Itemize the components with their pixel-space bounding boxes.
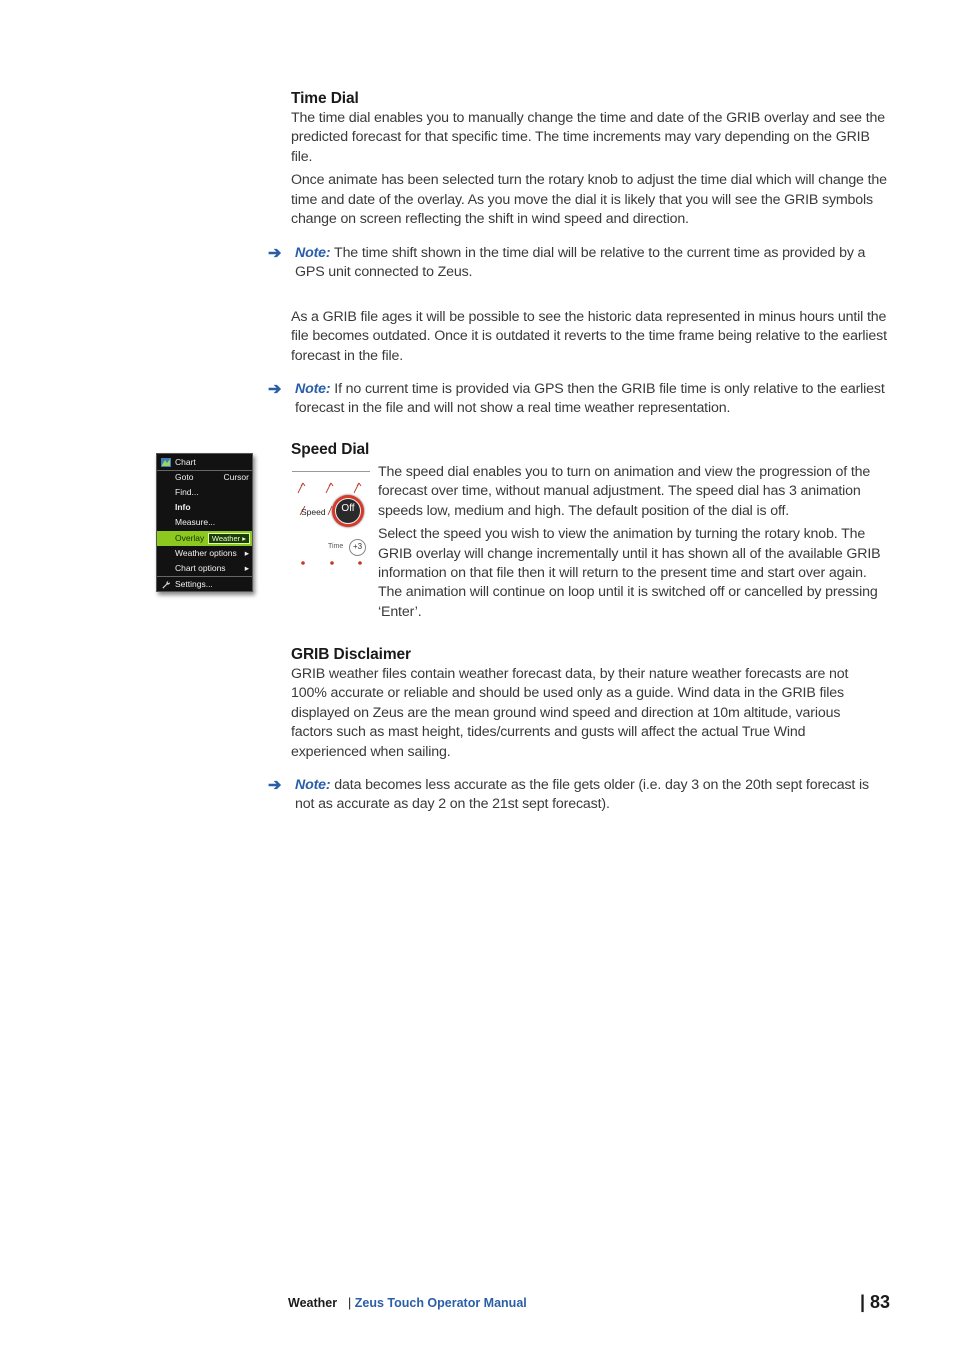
grib-disclaimer-paragraph: GRIB weather files contain weather forecast data, by their nature weather forecasts are not 100% accurate or reliable and should be used only as a guide. Wind data in the GRIB files displayed on Zeus are the mean ground wind speed and direction at 10m altitude, various factors such as mast height, tides/currents and gusts will affect the actual True Wind experienced when sailing.	[291, 666, 849, 760]
time-dial-note-2	[268, 380, 888, 419]
footer-separator: |	[348, 1296, 352, 1310]
speed-dial-text	[378, 463, 892, 626]
wrench-icon	[161, 580, 171, 589]
overlay-weather-button[interactable]: Weather ▸	[208, 533, 250, 544]
footer-manual-name: Zeus Touch Operator Manual	[354, 1296, 527, 1310]
chart-map-icon	[161, 458, 171, 467]
dial-time-label: Time	[328, 543, 344, 550]
time-dial-heading: Time Dial	[291, 90, 359, 107]
menu-item-info[interactable]: Info	[175, 502, 191, 512]
arrow-right-icon: ➔	[268, 777, 282, 794]
time-dial-outdated-paragraph-block	[291, 308, 891, 370]
speed-dial-heading-block	[291, 440, 891, 460]
time-dial-section	[291, 89, 891, 233]
footer-section-name: Weather	[288, 1296, 338, 1310]
grib-disclaimer-heading: GRIB Disclaimer	[291, 646, 411, 663]
chart-menu-title: Chart	[157, 455, 252, 470]
menu-item-goto[interactable]: Goto Cursor	[157, 470, 252, 485]
note-text: The time shift shown in the time dial will be relative to the current time as provided by a GPS unit connected to Zeus.	[295, 245, 866, 281]
arrow-right-icon: ➔	[268, 245, 282, 262]
menu-item-find[interactable]: Find...	[175, 487, 199, 497]
speed-dial-heading: Speed Dial	[291, 441, 370, 458]
time-dial-paragraph-3: As a GRIB file ages it will be possible to see the historic data represented in minus hours until the file becomes outdated. Once it is outdated it reverts to the time frame being relative to the earliest forecast in the file.	[291, 309, 887, 364]
speed-off-knob[interactable]	[332, 495, 364, 527]
chevron-right-icon: ▸	[244, 563, 249, 573]
speed-dial-graphic	[292, 471, 370, 572]
divider	[292, 471, 370, 472]
chart-menu-screenshot	[156, 453, 253, 592]
speed-dial-paragraph-1: The speed dial enables you to turn on animation and view the progression of the forecast over time, without manual adjustment. The speed dial has 3 animation speeds low, medium and high. The default position of the dial is off.	[378, 464, 871, 519]
dial-off-label: Off	[341, 503, 355, 514]
grib-disclaimer-section	[291, 645, 861, 766]
menu-item-weather-options[interactable]: Weather options ▸	[157, 546, 252, 561]
dial-time-value: +3	[352, 542, 363, 551]
menu-item-settings[interactable]: Settings...	[157, 577, 252, 592]
menu-item-chart-options[interactable]: Chart options ▸	[157, 561, 252, 576]
menu-item-overlay[interactable]: Overlay Weather ▸	[157, 531, 252, 546]
page-number: | 83	[860, 1292, 891, 1312]
note-label: Note:	[295, 777, 331, 793]
grib-disclaimer-note	[268, 776, 888, 815]
chevron-right-icon: ▸	[244, 548, 249, 558]
time-dial-paragraph-2: Once animate has been selected turn the rotary knob to adjust the time dial which will change the time and date of the overlay. As you move the dial it is likely that you will see the GRIB symbols change on screen reflecting the shift in wind speed and direction.	[291, 172, 887, 228]
menu-item-goto-value: Cursor	[223, 472, 249, 482]
note-label: Note:	[295, 381, 331, 397]
menu-item-measure[interactable]: Measure...	[175, 517, 216, 527]
time-knob[interactable]	[349, 539, 366, 556]
note-label: Note:	[295, 245, 331, 261]
speed-dial-paragraph-2: Select the speed you wish to view the animation by turning the rotary knob. The GRIB overlay will change incrementally until it has shown all of the available GRIB information on that file then it will return to the present time and start over again. The animation will continue on loop until it is switched off or cancelled by pressing ‘Enter’.	[378, 526, 881, 620]
dial-speed-label: Speed	[301, 507, 326, 517]
note-text: data becomes less accurate as the file gets older (i.e. day 3 on the 20th sept forecast is not as accurate as day 2 on the 21st sept forecast).	[295, 777, 869, 813]
footer-manual-title	[348, 1296, 527, 1310]
time-dial-note-1	[268, 244, 888, 283]
time-dial-paragraph-1: The time dial enables you to manually change the time and date of the GRIB overlay and see the predicted forecast for that specific time. The time increments may vary depending on the GRIB file.	[291, 110, 885, 165]
arrow-right-icon: ➔	[268, 381, 282, 398]
note-text: If no current time is provided via GPS then the GRIB file time is only relative to the earliest forecast in the file and will not show a real time weather representation.	[295, 381, 885, 417]
